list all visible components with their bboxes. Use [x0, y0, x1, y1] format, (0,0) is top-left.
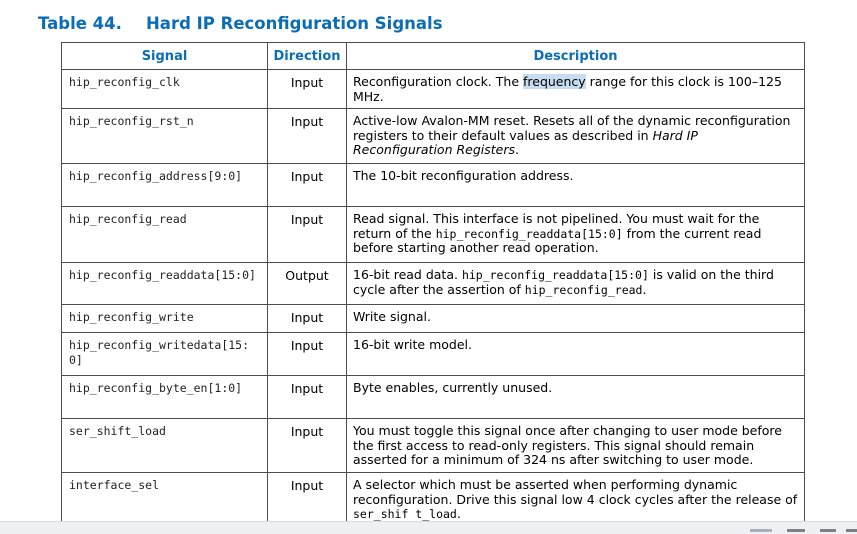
table-row: [62, 207, 805, 263]
header-signal: Signal: [62, 43, 268, 70]
description-text: 16-bit read data.: [353, 267, 462, 282]
signal-cell: ser_shift_load: [62, 419, 268, 473]
description-cell: Byte enables, currently unused.: [347, 376, 805, 419]
description-text: Reconfiguration clock. The: [353, 74, 523, 89]
description-text: Active-low Avalon-MM reset. Resets all of the dynamic reconfiguration registers to their default values as described in: [353, 113, 791, 143]
signal-cell: hip_reconfig_readdata[15:0]: [62, 263, 268, 305]
description-cell: You must toggle this signal once after changing to user mode before the first access to read-only registers. This signal should remain asserted for a minimum of 324 ns after switching to user mode.: [347, 419, 805, 473]
signals-table: [61, 42, 805, 528]
table-row: [62, 333, 805, 376]
description-text: A selector which must be asserted when performing dynamic reconfiguration. Drive this signal low 4 clock cycles after the release of: [353, 477, 798, 507]
direction-cell: Input: [268, 333, 347, 376]
table-title: [38, 14, 443, 33]
description-text: .: [515, 142, 519, 157]
page-view-icon[interactable]: [750, 529, 772, 532]
description-cell: The 10-bit reconfiguration address.: [347, 164, 805, 207]
signal-cell: hip_reconfig_byte_en[1:0]: [62, 376, 268, 419]
direction-cell: Input: [268, 305, 347, 333]
signal-cell: hip_reconfig_clk: [62, 70, 268, 109]
direction-cell: Input: [268, 376, 347, 419]
table-row: [62, 109, 805, 164]
signal-cell: hip_reconfig_writedata[15:0]: [62, 333, 268, 376]
direction-cell: Input: [268, 70, 347, 109]
direction-cell: Input: [268, 207, 347, 263]
header-row: [62, 43, 805, 70]
code-text: hip_reconfig_readdata[15:0]: [435, 226, 623, 241]
description-text: from the current read before starting another read operation.: [353, 225, 762, 255]
signal-cell: interface_sel: [62, 473, 268, 528]
header-direction: Direction: [268, 43, 347, 70]
direction-cell: Input: [268, 109, 347, 164]
grid-view-icon[interactable]: [820, 529, 836, 532]
table-row: [62, 419, 805, 473]
table-row: [62, 263, 805, 305]
table-row: [62, 376, 805, 419]
direction-cell: Input: [268, 473, 347, 528]
description-cell: Write signal.: [347, 305, 805, 333]
signal-cell: hip_reconfig_read: [62, 207, 268, 263]
description-cell: [347, 473, 805, 528]
cross-reference: Hard IP Reconfiguration Registers: [353, 127, 698, 157]
table-row: [62, 473, 805, 528]
description-cell: [347, 207, 805, 263]
description-text: is valid on the third cycle after the assertion of: [353, 267, 774, 297]
direction-cell: Output: [268, 263, 347, 305]
code-text: hip_reconfig_readdata[15:0]: [461, 268, 649, 282]
description-cell: 16-bit write model.: [347, 333, 805, 376]
code-text: hip_reconfig_read: [524, 282, 643, 297]
table-number: Table 44.: [38, 14, 122, 33]
description-text: .: [456, 506, 461, 521]
signal-cell: hip_reconfig_write: [62, 305, 268, 333]
table-row: [62, 164, 805, 207]
signal-cell: hip_reconfig_address[9:0]: [62, 164, 268, 207]
description-cell: [347, 70, 805, 109]
table-row: [62, 70, 805, 109]
description-cell: [347, 263, 805, 305]
direction-cell: Input: [268, 419, 347, 473]
more-icon[interactable]: [846, 529, 857, 532]
header-description: Description: [347, 43, 805, 70]
description-text: Read signal. This interface is not pipelined. You must wait for the return of the: [353, 211, 760, 241]
direction-cell: Input: [268, 164, 347, 207]
layout-icon[interactable]: [787, 529, 805, 532]
signal-cell: hip_reconfig_rst_n: [62, 109, 268, 164]
code-text: ser_shif t_load: [353, 507, 457, 521]
description-text: range for this clock is 100–125 MHz.: [353, 74, 782, 104]
description-cell: [347, 109, 805, 164]
description-text: .: [642, 281, 647, 297]
viewer-bottom-toolbar: [0, 521, 857, 534]
table-row: [62, 305, 805, 333]
table-caption: Hard IP Reconfiguration Signals: [146, 14, 443, 33]
selected-text[interactable]: frequency: [522, 74, 586, 89]
